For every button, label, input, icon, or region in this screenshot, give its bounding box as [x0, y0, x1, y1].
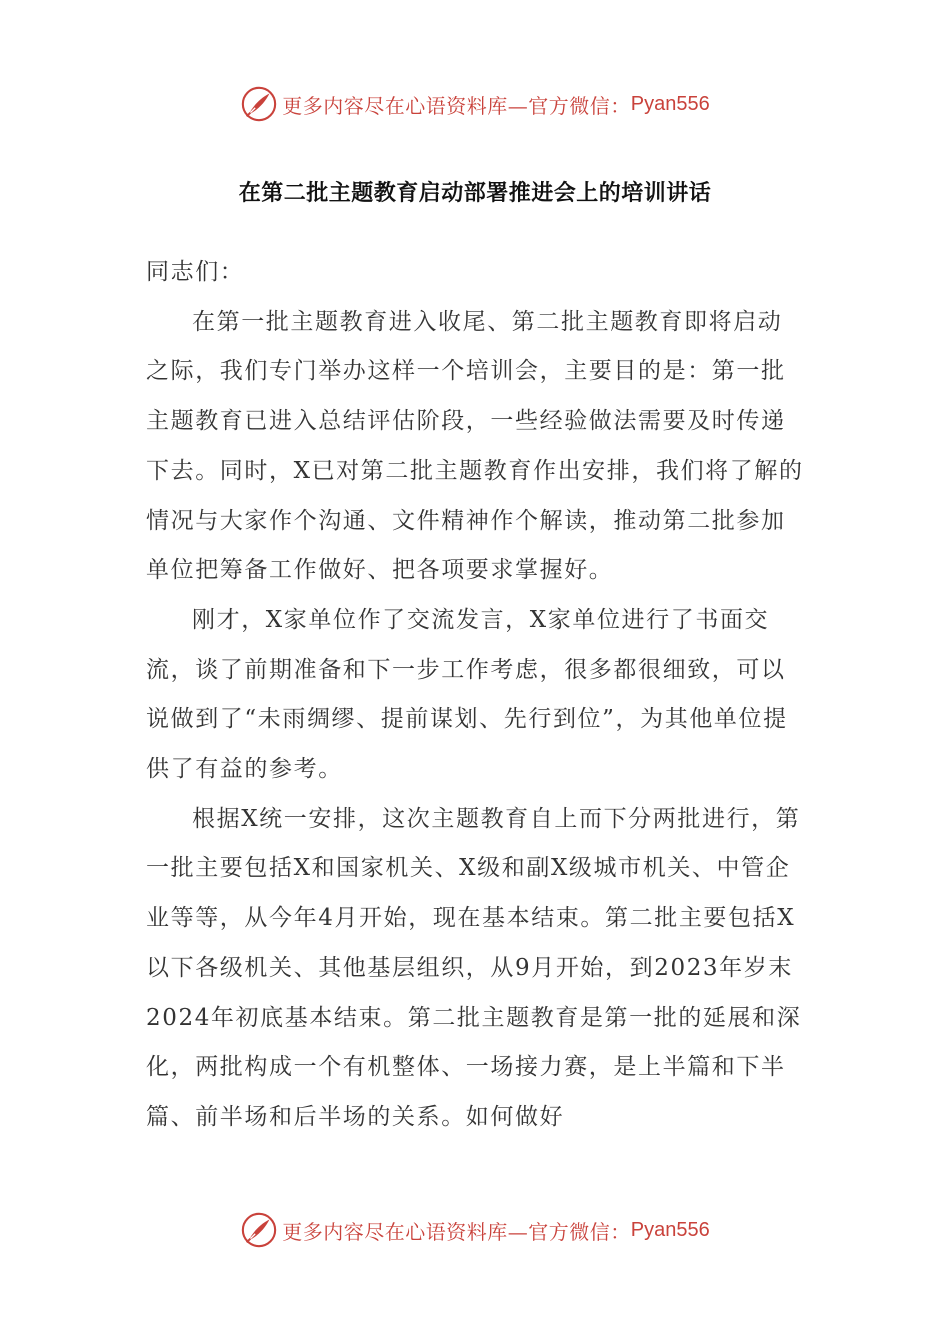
greeting: 同志们：	[146, 259, 245, 285]
document-body	[146, 248, 806, 1143]
quill-pen-logo-icon	[240, 1211, 278, 1249]
body-paragraph: 在第一批主题教育进入收尾、第二批主题教育即将启动之际，我们专门举办这样一个培训会，主要目的是：第一批主题教育已进入总结评估阶段，一些经验做法需要及时传递下去。同时，X已对第二批主题教育作出安排，我们将了解的情况与大家作个沟通、文件精神作个解读，推动第二批参加单位把筹备工作做好、把各项要求掌握好。	[146, 308, 804, 584]
banner-wechat-id: Pyan556	[630, 92, 710, 115]
banner-wechat-id: Pyan556	[630, 1218, 710, 1241]
quill-pen-logo-icon	[240, 85, 278, 123]
body-paragraph: 根据X统一安排，这次主题教育自上而下分两批进行，第一批主要包括X和国家机关、X级和副X级城市机关、中管企业等等，从今年4月开始，现在基本结束。第二批主要包括X以下各级机关、其他基层组织，从9月开始，到2023年岁末2024年初底基本结束。第二批主题教育是第一批的延展和深化，两批构成一个有机整体、一场接力赛，是上半篇和下半篇、前半场和后半场的关系。如何做好	[146, 805, 802, 1130]
banner-text: 更多内容尽在心语资料库—官方微信：	[282, 1219, 631, 1244]
banner-text: 更多内容尽在心语资料库—官方微信：	[282, 93, 631, 118]
document-title: 在第二批主题教育启动部署推进会上的培训讲话	[238, 181, 712, 206]
body-paragraph: 刚才，X家单位作了交流发言，X家单位进行了书面交流，谈了前期准备和下一步工作考虑，很多都很细致，可以说做到了“未雨绸缪、提前谋划、先行到位”，为其他单位提供了有益的参考。	[146, 606, 788, 783]
footer-watermark-banner	[0, 1208, 950, 1252]
header-watermark-banner	[0, 82, 950, 126]
